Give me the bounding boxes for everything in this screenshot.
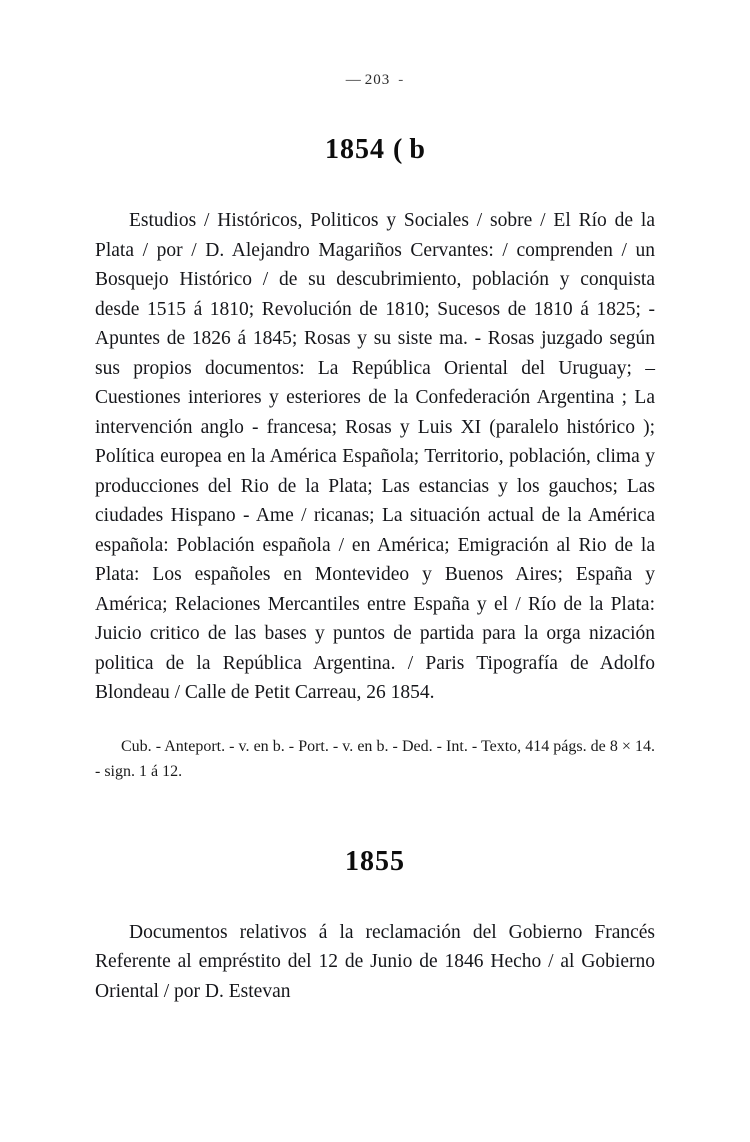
entry-note-1854: Cub. - Anteport. - v. en b. - Port. - v. en b. - Ded. - Int. - Texto, 414 págs. de 8 × 14. - sign. 1 á 12. <box>95 737 655 780</box>
entry-body-1855: Documentos relativos á la reclamación del Gobierno Francés Referente al empréstito del 12 de Junio de 1846 Hecho / al Gobierno Oriental / por D. Estevan <box>95 921 655 1002</box>
entry-number-suffix: ( b <box>393 134 425 165</box>
entry-number-value: 1855 <box>345 845 405 877</box>
entry-number-1855 <box>95 846 655 878</box>
folio-number: 203 <box>364 72 391 88</box>
folio-dash: — <box>345 72 361 88</box>
entry-number-1854 <box>95 134 655 166</box>
page-folio <box>95 0 655 94</box>
entry-number-value: 1854 <box>325 134 386 165</box>
folio-tail: - <box>398 72 405 88</box>
entry-body-1854: Estudios / Históricos, Politicos y Sociales / sobre / El Río de la Plata / por / D. Alejandro Magariños Cervantes: / comprenden / un Bosquejo Histórico / de su descubrimiento, población y conquista desde 1515 á 1810; Revolución de 1810; Sucesos de 1810 á 1825; - Apuntes de 1826 á 1845; Rosas y su siste ma. - Rosas juzgado según sus propios documentos: La República Oriental del Uruguay; – Cuestiones interiores y esteriores de la Confederación Argentina ; La intervención anglo - francesa; Rosas y Luis XI (paralelo histórico ); Política europea en la América Española; Territorio, población, clima y producciones del Rio de la Plata; Las estancias y los gauchos; Las ciudades Hispano - Ame / ricanas; La situación actual de la América española: Población española / en América; Emigración al Rio de la Plata: Los españoles en Montevideo y Buenos Aires; España y América; Relaciones Mercantiles entre España y el / Río de la Plata: Juicio critico de las bases y puntos de partida para la orga nización politica de la República Argentina. / Paris Tipografía de Adolfo Blondeau / Calle de Petit Carreau, 26 1854. <box>95 210 655 703</box>
